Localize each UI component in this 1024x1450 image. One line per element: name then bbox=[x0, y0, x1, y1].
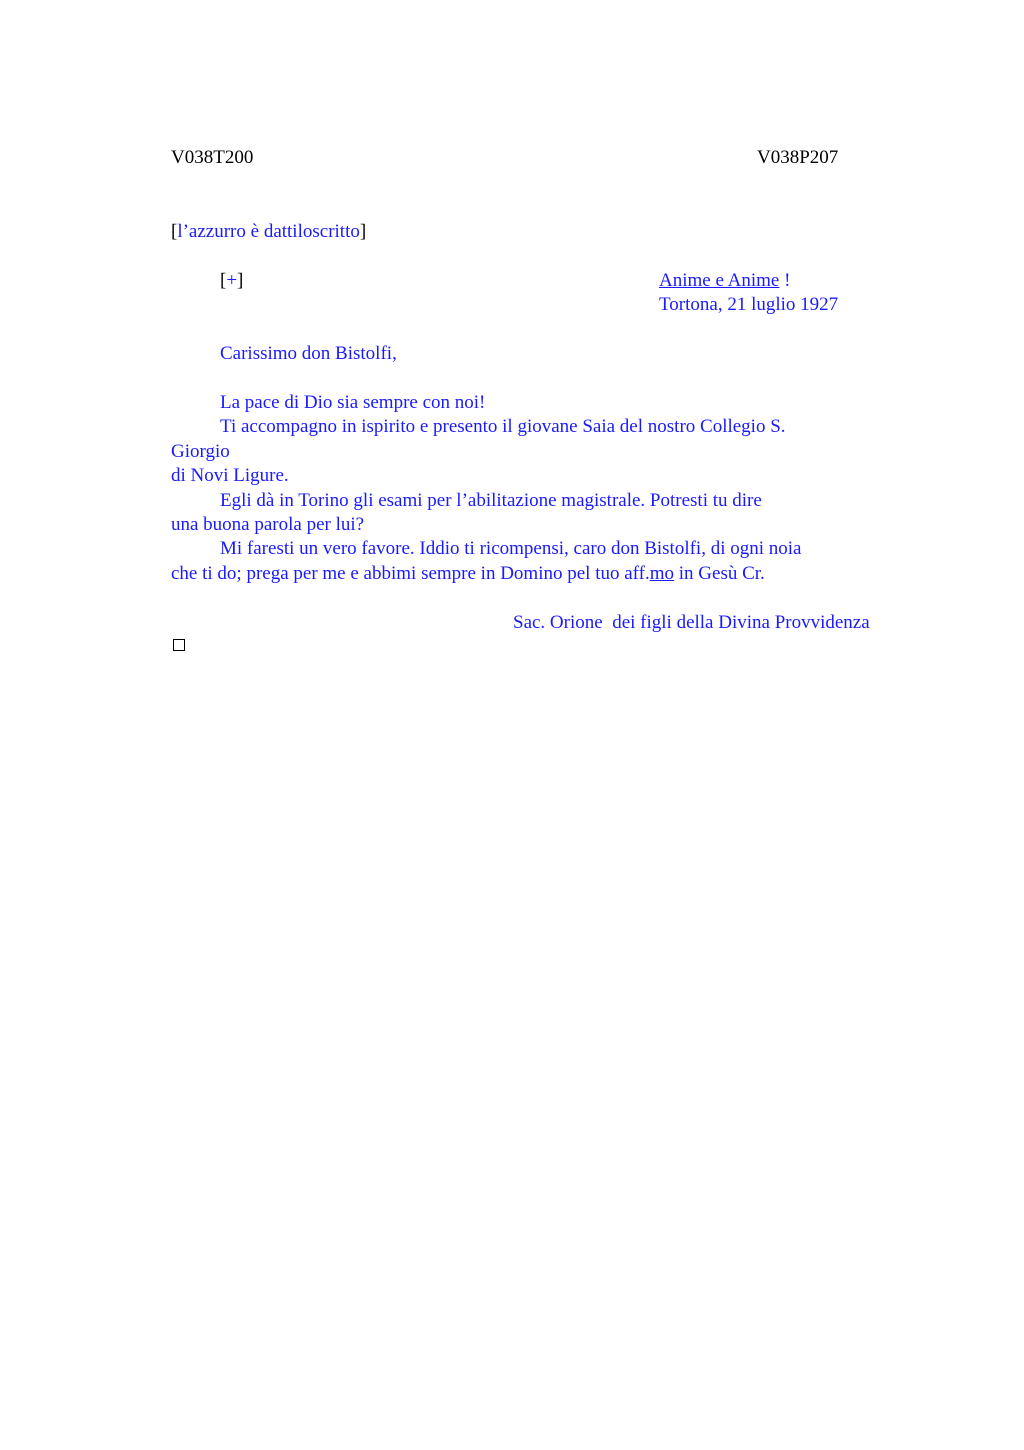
signature: Sac. Orione dei figli della Divina Provvidenza bbox=[513, 612, 870, 633]
note-text: l’azzurro è dattiloscritto bbox=[177, 221, 360, 242]
body-line: Ti accompagno in ispirito e presento il giovane Saia del nostro Collegio S. bbox=[220, 416, 786, 437]
cross-close-bracket: ] bbox=[237, 270, 244, 291]
body-line: una buona parola per lui? bbox=[171, 514, 365, 535]
body-line-text: in Gesù Cr. bbox=[674, 563, 765, 584]
body-line: Egli dà in Torino gli esami per l’abilitazione magistrale. Potresti tu dire bbox=[220, 490, 762, 511]
typing-note bbox=[171, 220, 366, 244]
note-close-bracket: ] bbox=[359, 221, 367, 242]
square-box-icon bbox=[173, 639, 185, 651]
salutation: Carissimo don Bistolfi, bbox=[220, 343, 397, 364]
cross-icon: + bbox=[226, 270, 238, 291]
motto-suffix: ! bbox=[779, 270, 791, 291]
body-line: Giorgio bbox=[171, 441, 230, 462]
header-left-code: V038T200 bbox=[171, 147, 254, 168]
motto-underlined: Anime e Anime bbox=[659, 270, 780, 291]
cross-mark bbox=[220, 269, 243, 293]
cross-open-bracket: [ bbox=[220, 270, 227, 291]
body-line: Mi faresti un vero favore. Iddio ti ricompensi, caro don Bistolfi, di ogni noia bbox=[220, 538, 802, 559]
header-right-code: V038P207 bbox=[757, 147, 839, 168]
body-line bbox=[171, 562, 765, 586]
motto bbox=[659, 269, 790, 293]
body-line-text: che ti do; prega per me e abbimi sempre in Domino pel tuo aff. bbox=[171, 563, 650, 584]
body-line: La pace di Dio sia sempre con noi! bbox=[220, 392, 486, 413]
body-line: di Novi Ligure. bbox=[171, 465, 289, 486]
body-line-abbreviation: mo bbox=[649, 563, 675, 584]
place-date: Tortona, 21 luglio 1927 bbox=[659, 294, 839, 315]
note-open-bracket: [ bbox=[171, 221, 178, 242]
